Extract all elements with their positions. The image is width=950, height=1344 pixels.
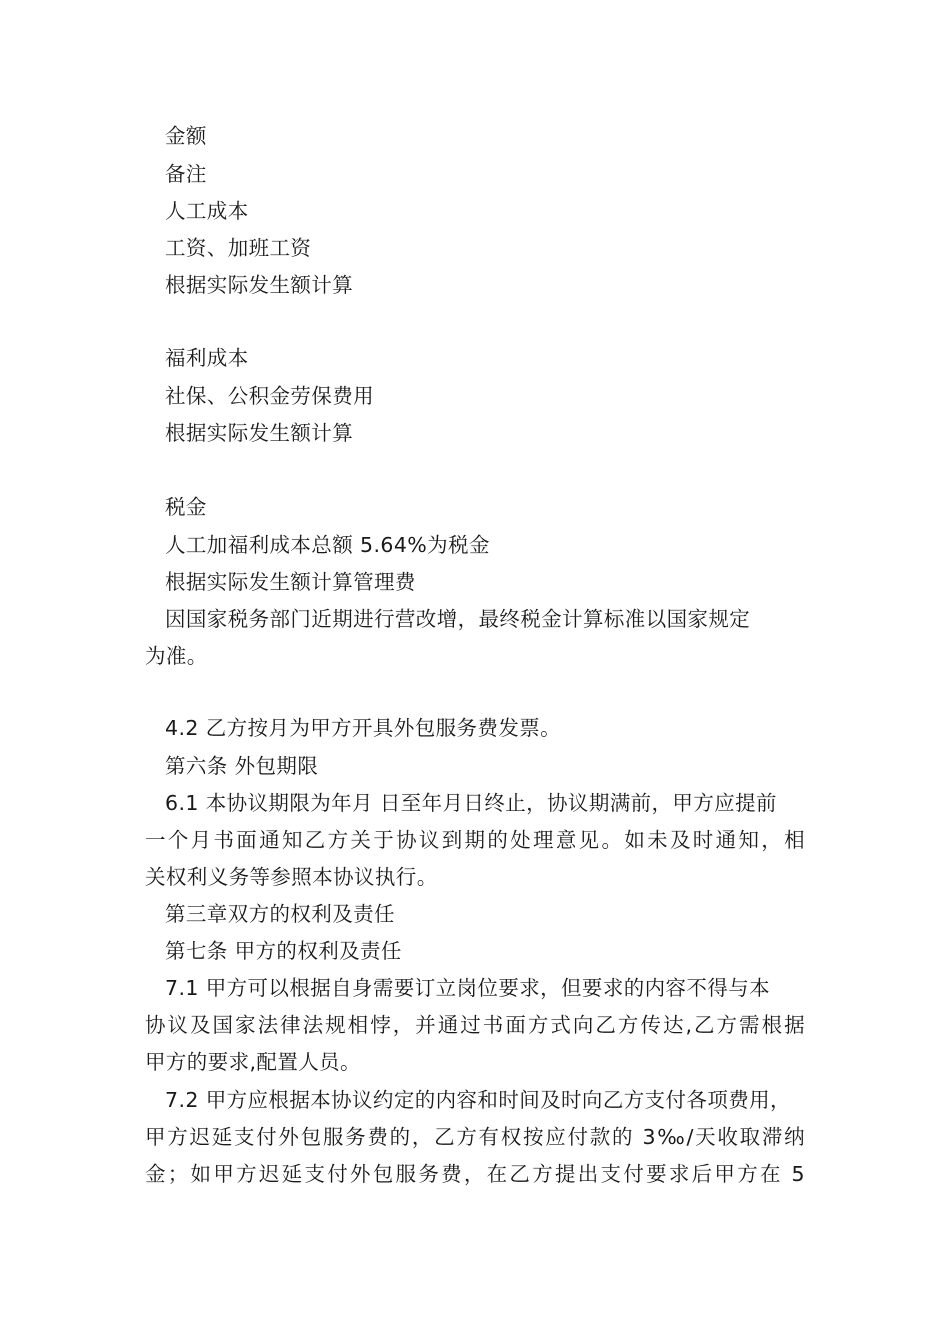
text-line: 工资、加班工资 [165,236,312,260]
section-heading: 第六条 外包期限 [165,754,319,778]
text-line: 甲方的要求,配置人员。 [145,1050,361,1074]
text-line: 根据实际发生额计算管理费 [165,570,416,594]
text-line: 关权利义务等参照本协议执行。 [145,865,438,889]
text-line: 6.1 本协议期限为年月 日至年月日终止，协议期满前，甲方应提前 [165,791,777,815]
text-line: 为准。 [145,644,208,668]
text-line: 协议及国家法律法规相悖，并通过书面方式向乙方传达,乙方需根据 [145,1013,805,1037]
chapter-heading: 第三章双方的权利及责任 [165,902,395,926]
text-line: 人工成本 [165,199,249,223]
text-line: 金额 [165,124,207,148]
text-line: 根据实际发生额计算 [165,273,354,297]
text-line: 一个月书面通知乙方关于协议到期的处理意见。如未及时通知，相 [145,828,805,852]
text-line: 税金 [165,495,207,519]
text-line: 4.2 乙方按月为甲方开具外包服务费发票。 [165,716,562,740]
text-line: 7.1 甲方可以根据自身需要订立岗位要求，但要求的内容不得与本 [165,976,771,1000]
text-line: 社保、公积金劳保费用 [165,384,374,408]
text-line: 7.2 甲方应根据本协议约定的内容和时间及时向乙方支付各项费用， [165,1088,791,1112]
section-heading: 第七条 甲方的权利及责任 [165,939,402,963]
text-line: 备注 [165,162,207,186]
text-line: 福利成本 [165,346,249,370]
text-line: 人工加福利成本总额 5.64%为税金 [165,533,490,557]
text-line: 金；如甲方迟延支付外包服务费，在乙方提出支付要求后甲方在 5 [145,1162,805,1186]
text-line: 因国家税务部门近期进行营改增，最终税金计算标准以国家规定 [165,607,751,631]
text-line: 甲方迟延支付外包服务费的，乙方有权按应付款的 3‰/天收取滞纳 [145,1125,805,1149]
text-line: 根据实际发生额计算 [165,421,354,445]
